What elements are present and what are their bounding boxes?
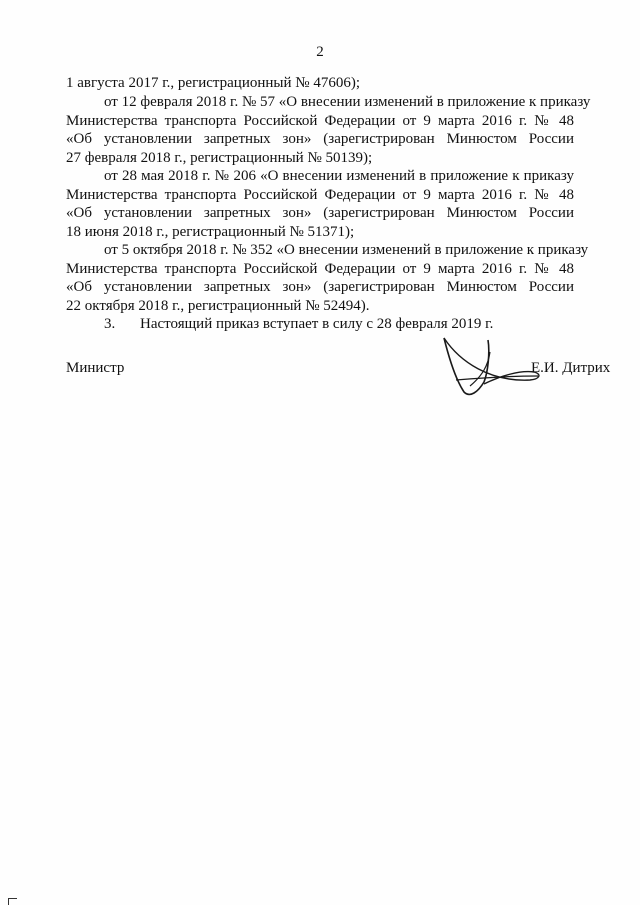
handwritten-signature <box>430 332 545 402</box>
text-line: Министерства транспорта Российской Федерации от 9 марта 2016 г. № 48 <box>66 187 574 203</box>
text-line: «Об установлении запретных зон» (зарегистрирован Минюстом России <box>66 131 574 147</box>
text-line: от 12 февраля 2018 г. № 57 «О внесении изменений в приложение к приказу <box>104 94 591 110</box>
signatory-title: Министр <box>66 360 125 376</box>
text-line: Министерства транспорта Российской Федерации от 9 марта 2016 г. № 48 <box>66 261 574 277</box>
scan-corner-mark <box>8 898 17 905</box>
text-line: от 28 мая 2018 г. № 206 «О внесении изменений в приложение к приказу <box>104 168 574 184</box>
text-line: от 5 октября 2018 г. № 352 «О внесении изменений в приложение к приказу <box>104 242 589 258</box>
text-line: 1 августа 2017 г., регистрационный № 47606); <box>66 75 360 91</box>
page-number: 2 <box>316 44 324 60</box>
text-line: «Об установлении запретных зон» (зарегистрирован Минюстом России <box>66 279 574 295</box>
clause-number: 3. <box>104 316 116 332</box>
signatory-name: Е.И. Дитрих <box>531 360 611 376</box>
text-line: «Об установлении запретных зон» (зарегистрирован Минюстом России <box>66 205 574 221</box>
text-line: Министерства транспорта Российской Федерации от 9 марта 2016 г. № 48 <box>66 113 574 129</box>
text-line: 27 февраля 2018 г., регистрационный № 50139); <box>66 150 373 166</box>
clause-text: Настоящий приказ вступает в силу с 28 февраля 2019 г. <box>140 316 494 332</box>
text-line: 18 июня 2018 г., регистрационный № 51371); <box>66 224 355 240</box>
text-line: 22 октября 2018 г., регистрационный № 52494). <box>66 298 370 314</box>
